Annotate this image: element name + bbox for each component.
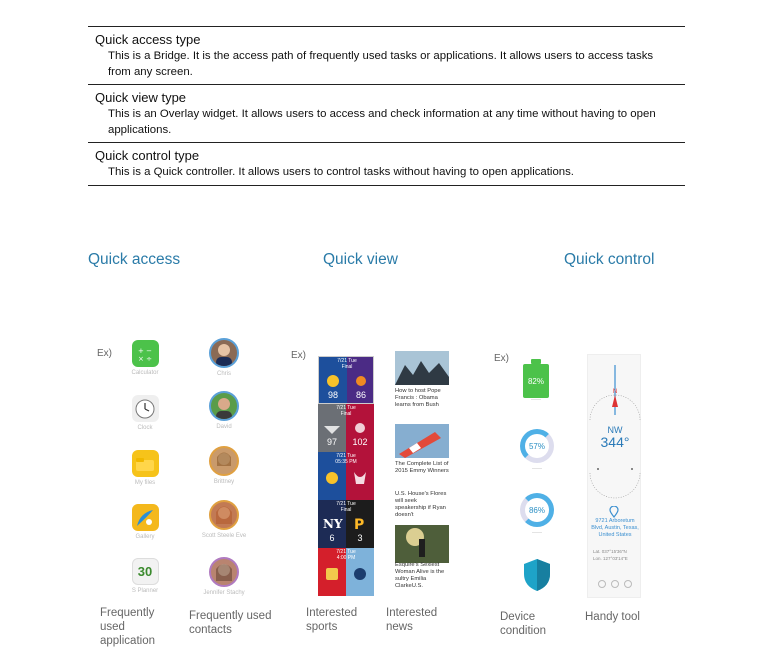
calendar-day: 30	[137, 564, 153, 579]
app-calculator[interactable]	[120, 340, 170, 377]
gallery-icon	[132, 504, 159, 531]
clock-icon	[132, 395, 159, 422]
heading-quick-view: Quick view	[323, 251, 398, 268]
control-icon[interactable]	[598, 580, 606, 588]
caption-tool: Handy tool	[585, 611, 640, 623]
ring-caption: ——	[532, 530, 542, 536]
game-status: Final	[340, 411, 352, 417]
news-headline: The Complete List of 2015 Emmy Winners	[395, 461, 449, 474]
contact-item[interactable]	[196, 500, 252, 540]
example-label: Ex)	[97, 348, 112, 359]
svg-text:P: P	[354, 517, 365, 533]
game-status: 05:35 PM	[335, 459, 357, 465]
news-headline: U.S. House's Flores will seek speakership if Ryan doesn't	[395, 491, 447, 518]
compass-direction: NW	[607, 425, 623, 435]
battery-level: 82%	[527, 376, 544, 386]
battery-cap	[531, 359, 541, 364]
score-left: 6	[329, 533, 335, 543]
news-image	[395, 424, 449, 458]
score-left: 97	[326, 437, 337, 447]
score-right: 86	[355, 390, 366, 400]
example-label: Ex)	[494, 353, 509, 364]
game-date: 7/21 Tue	[336, 453, 356, 459]
definition-description: This is a Bridge. It is the access path of frequently used tasks or applications. It allows users to access tasks from any screen.	[108, 50, 654, 78]
svg-text:+ −: + −	[138, 346, 152, 355]
compass-controls	[596, 580, 634, 588]
news-item[interactable]	[395, 424, 449, 475]
definition-description: This is a Quick controller. It allows users to control tasks without having to open applications.	[108, 166, 574, 178]
game-date: 7/21 Tue	[336, 405, 356, 411]
compass-lat: Lat. 037°15'36"N	[593, 549, 627, 554]
heading-quick-access: Quick access	[88, 251, 181, 268]
north-indicator: N	[612, 389, 618, 395]
example-label: Ex)	[291, 350, 306, 361]
compass-degrees: 344°	[600, 434, 630, 450]
caption-apps: Frequently used application	[100, 607, 155, 647]
game-status: Final	[341, 364, 353, 370]
ring-caption: ——	[532, 466, 542, 472]
app-label: Clock	[137, 425, 153, 431]
news-image	[395, 525, 449, 559]
contact-item[interactable]	[196, 391, 252, 431]
definitions-table	[88, 26, 685, 186]
contact-label: Jennifer Stachy	[203, 590, 245, 596]
app-label: Calculator	[131, 370, 159, 376]
ring-caption: ——	[531, 397, 541, 403]
contact-label: Scott Steele Eve	[201, 533, 247, 539]
compass-address: 9721 Arboretum Blvd, Austin, Texas, United States	[591, 518, 639, 538]
sport-card[interactable]	[318, 404, 374, 452]
score-right: 3	[357, 533, 363, 543]
calculator-icon	[132, 340, 159, 367]
definition-description: This is an Overlay widget. It allows users to access and check information at any time without having to open applications.	[108, 108, 656, 136]
definition-title: Quick view type	[95, 90, 187, 105]
caption-news: Interested news	[386, 607, 438, 633]
contact-item[interactable]	[196, 557, 252, 597]
game-date: 7/21 Tue	[337, 358, 357, 364]
control-icon[interactable]	[611, 580, 619, 588]
definition-quick-control	[88, 142, 685, 186]
definition-title: Quick access type	[95, 32, 201, 47]
usage-ring	[520, 429, 554, 463]
app-gallery[interactable]	[120, 504, 170, 541]
control-icon[interactable]	[624, 580, 632, 588]
heading-quick-control: Quick control	[564, 251, 655, 268]
contact-item[interactable]	[196, 338, 252, 378]
game-status: 4:00 PM	[336, 555, 356, 561]
avatar	[209, 446, 239, 476]
ring-value: 86%	[528, 505, 545, 515]
game-header	[318, 405, 374, 417]
usage-ring	[520, 493, 554, 527]
definition-title: Quick control type	[95, 148, 200, 163]
news-item[interactable]	[395, 488, 449, 519]
app-label: S Planner	[131, 588, 159, 594]
score-left: 98	[327, 390, 338, 400]
svg-text:NY: NY	[323, 517, 343, 531]
sport-card[interactable]	[318, 548, 374, 596]
caption-device: Device condition	[500, 611, 547, 637]
avatar	[209, 391, 239, 421]
game-status: Final	[340, 507, 352, 513]
avatar	[209, 500, 239, 530]
score-right: 102	[352, 437, 368, 447]
news-item[interactable]	[395, 525, 449, 590]
sport-card[interactable]	[318, 500, 374, 548]
calendar-icon	[132, 558, 159, 585]
news-headline: Esquire's Sexiest Woman Alive is the sultry Emilia ClarkeU.S.	[395, 562, 445, 589]
avatar	[209, 557, 239, 587]
news-headline: How to host Pope Francis : Obama learns from Bush	[395, 388, 441, 408]
app-s-planner[interactable]	[120, 558, 170, 595]
svg-text:× ÷: × ÷	[138, 354, 152, 363]
ring-value: 57%	[528, 441, 545, 451]
contact-label: Brittney	[213, 479, 235, 485]
definition-quick-access	[88, 26, 685, 84]
avatar	[209, 338, 239, 368]
sport-card[interactable]	[318, 452, 374, 500]
folder-icon	[132, 450, 159, 477]
game-date: 7/21 Tue	[336, 501, 356, 507]
compass-lon: Lon. 127°03'14"E	[593, 556, 628, 561]
game-header	[318, 453, 374, 465]
shield-icon	[522, 558, 552, 597]
app-label: My files	[134, 480, 156, 486]
game-header	[319, 358, 374, 370]
game-header	[318, 501, 374, 513]
app-label: Gallery	[135, 534, 155, 540]
contact-label: David	[216, 424, 232, 430]
app-my-files[interactable]	[120, 450, 170, 487]
sport-card[interactable]	[318, 356, 374, 404]
compass-widget[interactable]	[587, 354, 641, 598]
caption-sports: Interested sports	[306, 607, 358, 633]
game-header	[318, 549, 374, 561]
news-item[interactable]	[395, 351, 449, 409]
battery-icon	[523, 364, 549, 398]
contact-item[interactable]	[196, 446, 252, 486]
game-date: 7/21 Tue	[336, 549, 356, 555]
contact-label: Chris	[216, 371, 231, 377]
definition-quick-view	[88, 84, 685, 142]
app-clock[interactable]	[120, 395, 170, 432]
caption-contacts: Frequently used contacts	[189, 610, 272, 636]
news-image	[395, 351, 449, 385]
